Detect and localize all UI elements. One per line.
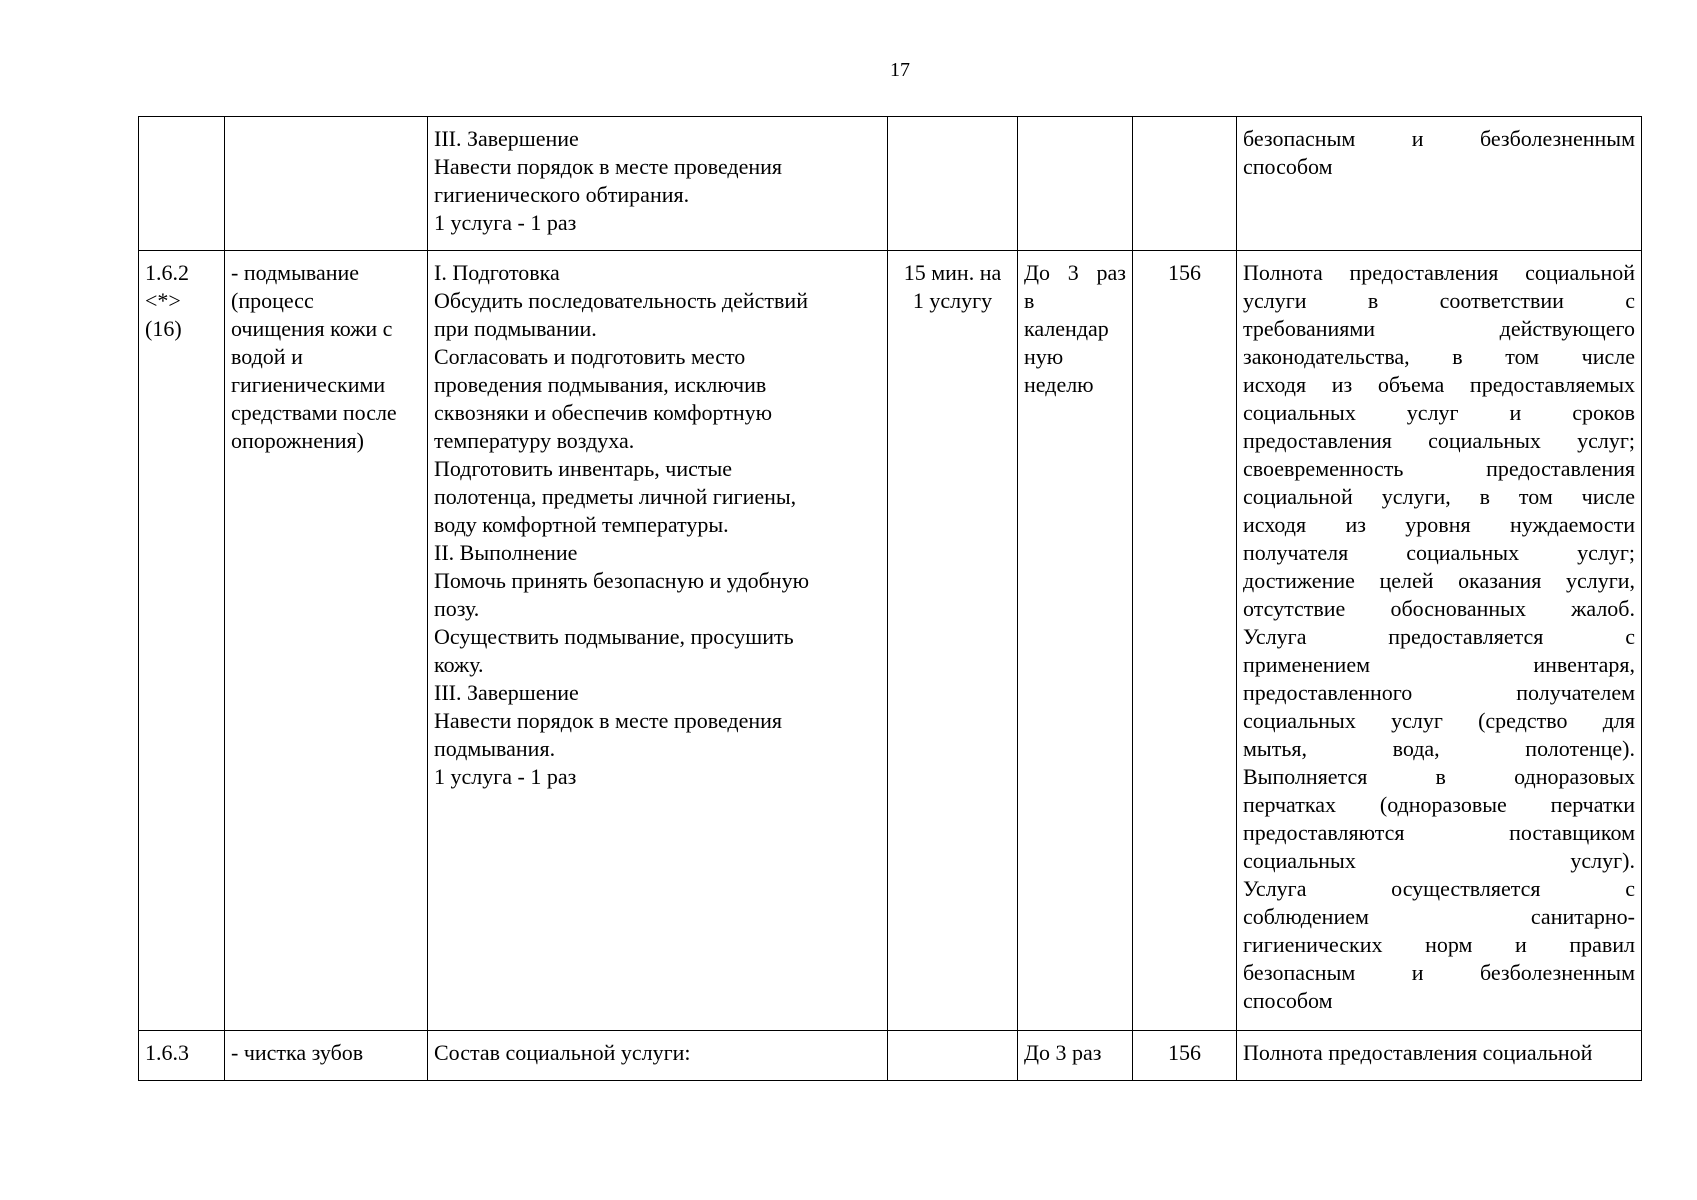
service-name-cell	[225, 1031, 428, 1081]
frequency-cell	[1018, 251, 1133, 1031]
text-line: (16)	[145, 316, 182, 341]
text-line: предоставляются поставщиком	[1243, 820, 1635, 845]
count-value: 156	[1168, 260, 1201, 285]
services-table	[138, 116, 1642, 1081]
text-line: проведения подмывания, исключив	[434, 372, 767, 397]
text-line: - подмывание	[231, 260, 360, 285]
count-cell	[1133, 1031, 1237, 1081]
text-line: 1 услугу	[912, 288, 993, 313]
text-line: неделю	[1024, 372, 1094, 397]
text-line: III. Завершение	[434, 126, 579, 151]
text-line: До 3 раз	[1024, 1040, 1102, 1065]
text-line: Навести порядок в месте проведения	[434, 154, 783, 179]
count-cell	[1133, 251, 1237, 1031]
page-number: 17	[890, 59, 910, 81]
table-row	[139, 251, 1642, 1031]
text-line: кожу.	[434, 652, 484, 677]
service-content-cell	[428, 251, 888, 1031]
text-line: календар	[1024, 316, 1109, 341]
text-line: достижение целей оказания услуги,	[1243, 568, 1635, 593]
item-number-cell	[139, 117, 225, 251]
text-line: позу.	[434, 596, 480, 621]
text-line: социальных услуг и сроков	[1243, 400, 1635, 425]
text-line: <*>	[145, 288, 181, 313]
text-line: способом	[1243, 988, 1333, 1013]
text-line: социальных услуг).	[1243, 848, 1635, 873]
time-norm-cell	[888, 117, 1018, 251]
text-line: До 3 раз	[1024, 260, 1126, 285]
count-cell	[1133, 117, 1237, 251]
text-line: гигиенического обтирания.	[434, 182, 690, 207]
text-line: способом	[1243, 154, 1333, 179]
service-name-cell	[225, 117, 428, 251]
text-line: перчатках (одноразовые перчатки	[1243, 792, 1635, 817]
quality-criteria-cell	[1237, 251, 1642, 1031]
text-line: 1 услуга - 1 раз	[434, 764, 577, 789]
text-line: исходя из объема предоставляемых	[1243, 372, 1635, 397]
text-line: социальной услуги, в том числе	[1243, 484, 1635, 509]
text-line: воду комфортной температуры.	[434, 512, 729, 537]
text-line: III. Завершение	[434, 680, 579, 705]
text-line: безопасным и безболезненным	[1243, 126, 1635, 151]
text-line: исходя из уровня нуждаемости	[1243, 512, 1635, 537]
time-norm-cell	[888, 251, 1018, 1031]
text-line: своевременность предоставления	[1243, 456, 1635, 481]
text-line: Полнота предоставления социальной	[1243, 1040, 1593, 1065]
text-line: водой и	[231, 344, 303, 369]
text-line: II. Выполнение	[434, 540, 578, 565]
text-line: предоставления социальных услуг;	[1243, 428, 1635, 453]
text-line: средствами после	[231, 400, 397, 425]
text-line: 1.6.2	[145, 260, 189, 285]
text-line: 1 услуга - 1 раз	[434, 210, 577, 235]
text-line: предоставленного получателем	[1243, 680, 1635, 705]
quality-criteria-cell	[1237, 117, 1642, 251]
service-content-cell	[428, 1031, 888, 1081]
text-line: подмывания.	[434, 736, 556, 761]
text-line: 15 мин. на	[903, 260, 1002, 285]
text-line: при подмывании.	[434, 316, 597, 341]
text-line: 1.6.3	[145, 1040, 189, 1065]
text-line: Состав социальной услуги:	[434, 1040, 691, 1065]
text-line: Помочь принять безопасную и удобную	[434, 568, 809, 593]
text-line: получателя социальных услуг;	[1243, 540, 1635, 565]
count-value: 156	[1168, 1040, 1201, 1065]
text-line: гигиеническими	[231, 372, 386, 397]
text-line: законодательства, в том числе	[1243, 344, 1635, 369]
text-line: полотенца, предметы личной гигиены,	[434, 484, 797, 509]
text-line: - чистка зубов	[231, 1040, 364, 1065]
text-line: применением инвентаря,	[1243, 652, 1635, 677]
text-line: Подготовить инвентарь, чистые	[434, 456, 733, 481]
table-row	[139, 117, 1642, 251]
text-line: соблюдением санитарно-	[1243, 904, 1635, 929]
item-number-cell	[139, 1031, 225, 1081]
text-line: Обсудить последовательность действий	[434, 288, 808, 313]
text-line: в	[1024, 288, 1035, 313]
service-content-cell	[428, 117, 888, 251]
text-line: ную	[1024, 344, 1064, 369]
text-line: (процесс	[231, 288, 314, 313]
text-line: очищения кожи с	[231, 316, 393, 341]
service-name-cell	[225, 251, 428, 1031]
text-line: Выполняется в одноразовых	[1243, 764, 1635, 789]
text-line: мытья, вода, полотенце).	[1243, 736, 1635, 761]
text-line: социальных услуг (средство для	[1243, 708, 1635, 733]
text-line: Согласовать и подготовить место	[434, 344, 746, 369]
text-line: безопасным и безболезненным	[1243, 960, 1635, 985]
text-line: I. Подготовка	[434, 260, 560, 285]
text-line: опорожнения)	[231, 428, 364, 453]
text-line: Услуга осуществляется с	[1243, 876, 1635, 901]
item-number-cell	[139, 251, 225, 1031]
text-line: гигиенических норм и правил	[1243, 932, 1635, 957]
text-line: Навести порядок в месте проведения	[434, 708, 783, 733]
quality-criteria-cell	[1237, 1031, 1642, 1081]
text-line: температуру воздуха.	[434, 428, 635, 453]
frequency-cell	[1018, 117, 1133, 251]
text-line: услуги в соответствии с	[1243, 288, 1635, 313]
text-line: Осуществить подмывание, просушить	[434, 624, 794, 649]
text-line: Полнота предоставления социальной	[1243, 260, 1635, 285]
text-line: сквозняки и обеспечив комфортную	[434, 400, 773, 425]
table-row	[139, 1031, 1642, 1081]
frequency-cell	[1018, 1031, 1133, 1081]
text-line: требованиями действующего	[1243, 316, 1635, 341]
text-line: Услуга предоставляется с	[1243, 624, 1635, 649]
time-norm-cell	[888, 1031, 1018, 1081]
text-line: отсутствие обоснованных жалоб.	[1243, 596, 1635, 621]
